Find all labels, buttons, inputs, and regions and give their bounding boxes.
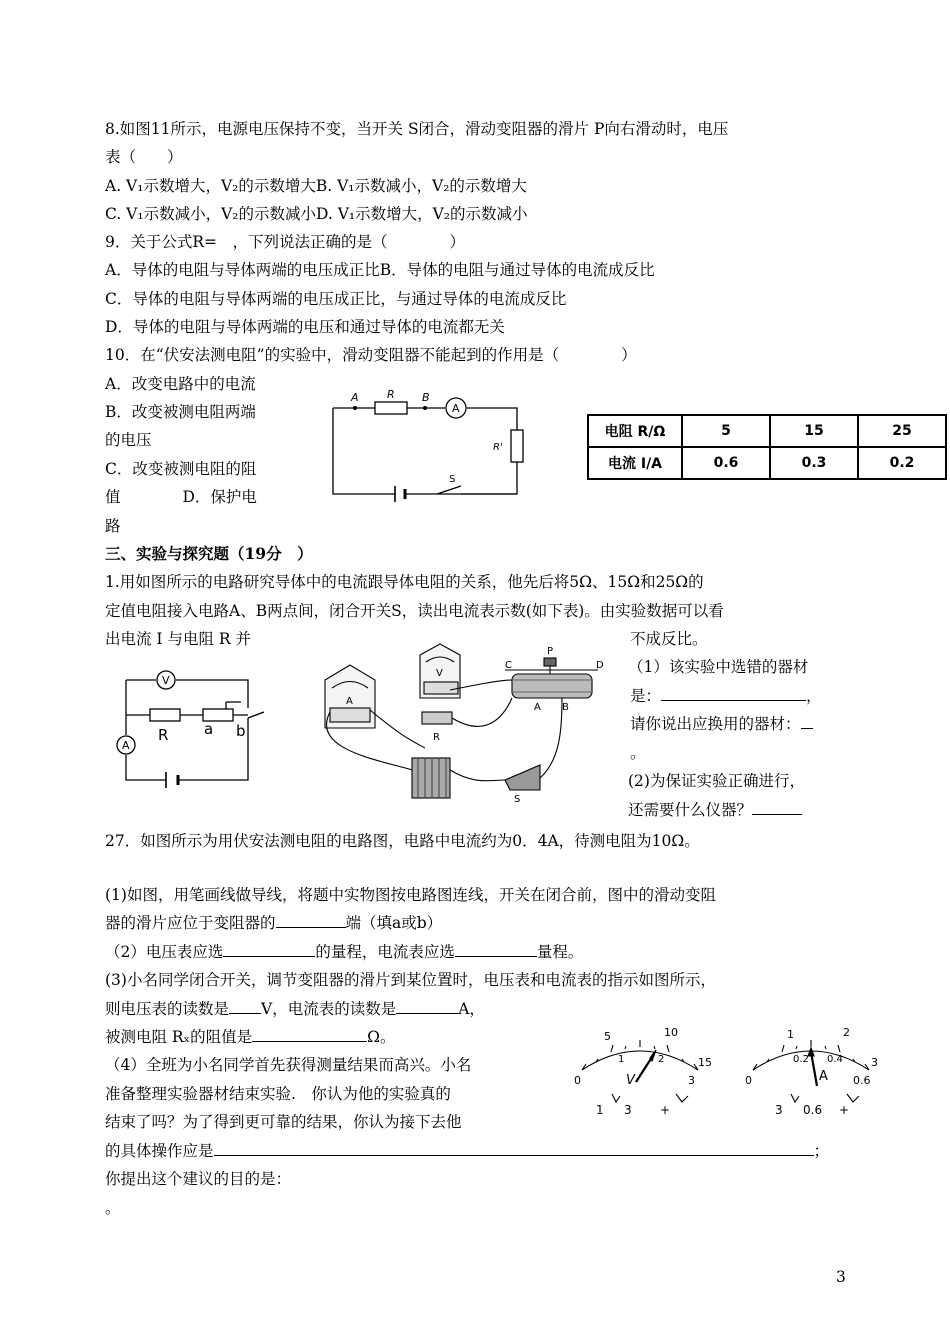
apparatus-resistor-label: R bbox=[433, 732, 440, 743]
circuit1-label-b: B bbox=[422, 391, 430, 404]
table-cell: 0.3 bbox=[770, 447, 858, 479]
exp1-sub2b-line bbox=[628, 799, 802, 821]
apparatus-voltmeter-label: V bbox=[436, 668, 443, 679]
circuit1-label-s: S bbox=[449, 474, 456, 485]
table-cell: 15 bbox=[770, 415, 858, 447]
exp1-line2: 定值电阻接入电路A、B两点间，闭合开关S，读出电流表示数(如下表)。由实验数据可以看 bbox=[105, 602, 724, 620]
apparatus-label-b: B bbox=[562, 702, 569, 713]
voltmeter-unit: V bbox=[626, 1073, 635, 1088]
q27-p3d: A， bbox=[458, 1000, 485, 1018]
q8-options-ab: A. V₁示数增大，V₂的示数增大B. V₁示数减小，V₂的示数增大 bbox=[105, 177, 527, 195]
answer-blank-current-reading[interactable] bbox=[396, 998, 458, 1014]
q27-p3-line2 bbox=[105, 998, 485, 1020]
q10-option-b1: B．改变被测电阻两端 bbox=[105, 403, 256, 421]
q27-p4d: 的具体操作应是 bbox=[105, 1142, 214, 1160]
answer-blank-resistance[interactable] bbox=[252, 1026, 367, 1042]
q10-option-c1: C．改变被测电阻的阻 bbox=[105, 460, 257, 478]
table-row bbox=[588, 415, 946, 447]
exp1-line3: 出电流 I 与电阻 R 并 bbox=[105, 630, 252, 648]
exp1-line1: 1.用如图所示的电路研究导体中的电流跟导体电阻的关系，他先后将5Ω、15Ω和25Ω的 bbox=[105, 573, 704, 591]
q27-stem: 27．如图所示为用伏安法测电阻的电路图，电路中电流约为0．4A，待测电阻为10Ω。 bbox=[105, 832, 700, 850]
q27-p4-line6: 。 bbox=[105, 1199, 121, 1217]
q10-option-b2: 的电压 bbox=[105, 431, 152, 449]
q27-p4e: ； bbox=[813, 1142, 830, 1160]
apparatus-ammeter-label: A bbox=[346, 696, 353, 707]
apparatus-label-d: D bbox=[596, 660, 604, 671]
table-row bbox=[588, 447, 946, 479]
table-cell: 25 bbox=[858, 415, 946, 447]
apparatus-label-p: P bbox=[547, 646, 554, 657]
ammeter-tick: 0.2 bbox=[793, 1054, 809, 1065]
voltmeter-terminal: + bbox=[660, 1103, 671, 1117]
exp1-sub1c: 请你说出应换用的器材： bbox=[630, 715, 801, 733]
ammeter-tick: 0.4 bbox=[827, 1054, 843, 1065]
answer-blank-slider-end[interactable] bbox=[276, 912, 346, 928]
answer-blank-voltage-reading[interactable] bbox=[229, 998, 261, 1014]
q27-p1-line2 bbox=[105, 912, 442, 934]
apparatus-label-a: A bbox=[534, 702, 541, 713]
voltmeter-tick: 15 bbox=[698, 1056, 712, 1069]
q27-p2c: 量程。 bbox=[536, 943, 584, 961]
circuit2-label-a: a bbox=[204, 720, 214, 738]
q9-stem: 9．关于公式R= ，下列说法正确的是（ ） bbox=[105, 233, 466, 251]
voltmeter-terminal: 1 bbox=[596, 1103, 604, 1117]
q10-option-c2: 值 D．保护电 bbox=[105, 488, 257, 506]
table-cell: 电阻 R/Ω bbox=[588, 415, 682, 447]
q27-p4-line2: 准备整理实验器材结束实验. 你认为他的实验真的 bbox=[105, 1085, 451, 1103]
q9-option-c: C．导体的电阻与导体两端的电压成正比，与通过导体的电流成反比 bbox=[105, 290, 567, 308]
ammeter-terminal: 3 bbox=[775, 1103, 783, 1117]
voltmeter-tick: 1 bbox=[618, 1054, 625, 1065]
q27-p3-line3 bbox=[105, 1026, 396, 1048]
exp1-sub1c-line bbox=[630, 713, 813, 735]
circuit-diagram-1 bbox=[325, 388, 525, 503]
ammeter-unit: A bbox=[819, 1069, 828, 1084]
q27-p3c: V，电流表的读数是 bbox=[261, 1000, 397, 1018]
voltmeter-tick: 5 bbox=[604, 1030, 611, 1043]
exp1-sub1b-line: 是： ， bbox=[630, 687, 822, 705]
circuit2-label-b: b bbox=[236, 722, 246, 740]
section3-title: 三、实验与探究题（19分 ） bbox=[105, 544, 313, 563]
q27-p2-line bbox=[105, 941, 583, 963]
circuit2-voltmeter-label: V bbox=[162, 674, 170, 687]
table-cell: 0.6 bbox=[682, 447, 770, 479]
q10-option-c3: 路 bbox=[105, 517, 121, 535]
voltmeter-tick: 2 bbox=[658, 1054, 665, 1065]
ammeter-tick: 2 bbox=[843, 1026, 850, 1039]
q27-p1c: 端（填a或b） bbox=[345, 914, 443, 932]
apparatus-label-s: S bbox=[514, 794, 521, 805]
voltmeter-tick: 0 bbox=[574, 1074, 581, 1087]
exp1-sub1a: （1）该实验中选错的器材 bbox=[628, 658, 809, 676]
ammeter-terminal: 0.6 bbox=[803, 1103, 823, 1117]
q8-line1: 8.如图11所示，电源电压保持不变，当开关 S闭合，滑动变阻器的滑片 P向右滑动时，电压 bbox=[105, 120, 729, 138]
table-cell: 5 bbox=[682, 415, 770, 447]
voltmeter-dial bbox=[560, 1022, 720, 1122]
circuit1-label-rprime: R' bbox=[493, 442, 503, 453]
circuit1-label-r: R bbox=[387, 388, 395, 401]
exp1-sub2a: (2)为保证实验正确进行， bbox=[628, 772, 805, 790]
q27-p4-line3: 结束了吗？为了得到更可靠的结果，你认为接下去他 bbox=[105, 1113, 462, 1131]
answer-blank-instrument[interactable] bbox=[752, 799, 802, 815]
exp1-line3b: 不成反比。 bbox=[630, 630, 708, 648]
q9-options-ab: A．导体的电阻与导体两端的电压成正比B．导体的电阻与通过导体的电流成反比 bbox=[105, 261, 655, 279]
answer-blank-replacement[interactable] bbox=[801, 713, 813, 729]
voltmeter-tick: 3 bbox=[688, 1074, 695, 1087]
q27-p2b: 的量程，电流表应选 bbox=[315, 943, 455, 961]
answer-blank-next-steps[interactable] bbox=[214, 1140, 814, 1156]
table-cell: 0.2 bbox=[858, 447, 946, 479]
ammeter-terminal: + bbox=[839, 1103, 850, 1117]
answer-blank-wrong-equipment[interactable] bbox=[661, 685, 806, 701]
q27-p3b: 则电压表的读数是 bbox=[105, 1000, 230, 1018]
ammeter-tick: 1 bbox=[787, 1028, 794, 1041]
q27-p3-line1: (3)小名同学闭合开关，调节变阻器的滑片到某位置时，电压表和电流表的指示如图所示， bbox=[105, 971, 716, 989]
circuit2-label-r: R bbox=[158, 726, 169, 744]
table-cell: 电流 I/A bbox=[588, 447, 682, 479]
q8-line2: 表（ ） bbox=[105, 148, 183, 166]
q27-p2a: （2）电压表应选 bbox=[105, 943, 224, 961]
apparatus-label-c: C bbox=[505, 660, 512, 671]
circuit1-label-a: A bbox=[351, 391, 359, 404]
voltmeter-tick: 10 bbox=[664, 1026, 678, 1039]
page-number: 3 bbox=[836, 1268, 846, 1286]
exp1-sub1d: 。 bbox=[630, 744, 646, 762]
q27-p1b: 器的滑片应位于变阻器的 bbox=[105, 914, 276, 932]
ammeter-dial bbox=[735, 1022, 895, 1122]
voltmeter-terminal: 3 bbox=[624, 1103, 632, 1117]
q10-stem: 10．在“伏安法测电阻”的实验中，滑动变阻器不能起到的作用是（ ） bbox=[105, 346, 637, 364]
answer-blank-voltmeter-range[interactable] bbox=[223, 941, 315, 957]
q27-p4-line4 bbox=[105, 1140, 829, 1162]
q27-p3f: Ω。 bbox=[367, 1028, 396, 1046]
q8-options-cd: C. V₁示数减小，V₂的示数减小D. V₁示数增大，V₂的示数减小 bbox=[105, 205, 528, 223]
ammeter-tick: 0 bbox=[745, 1074, 752, 1087]
circuit1-ammeter-label: A bbox=[452, 402, 460, 415]
answer-blank-ammeter-range[interactable] bbox=[455, 941, 537, 957]
q27-p4-line1: （4）全班为小名同学首先获得测量结果而高兴。小名 bbox=[105, 1056, 472, 1074]
q27-p4-line5: 你提出这个建议的目的是： bbox=[105, 1170, 292, 1188]
q9-option-d: D．导体的电阻与导体两端的电压和通过导体的电流都无关 bbox=[105, 318, 505, 336]
circuit-diagram-2 bbox=[108, 660, 278, 800]
circuit2-ammeter-label: A bbox=[122, 739, 130, 752]
exp1-sub1b: 是： bbox=[630, 687, 662, 705]
q27-p1-line1: (1)如图，用笔画线做导线，将题中实物图按电路图连线，开关在闭合前，图中的滑动变阻 bbox=[105, 886, 716, 904]
q10-option-a: A．改变电路中的电流 bbox=[105, 375, 256, 393]
q27-p3e: 被测电阻 Rₓ的阻值是 bbox=[105, 1028, 253, 1046]
ammeter-tick: 3 bbox=[871, 1056, 878, 1069]
ammeter-tick: 0.6 bbox=[853, 1074, 871, 1087]
resistance-current-table bbox=[587, 414, 947, 480]
apparatus-illustration bbox=[300, 640, 618, 805]
exp1-sub2b: 还需要什么仪器？ bbox=[628, 801, 753, 819]
